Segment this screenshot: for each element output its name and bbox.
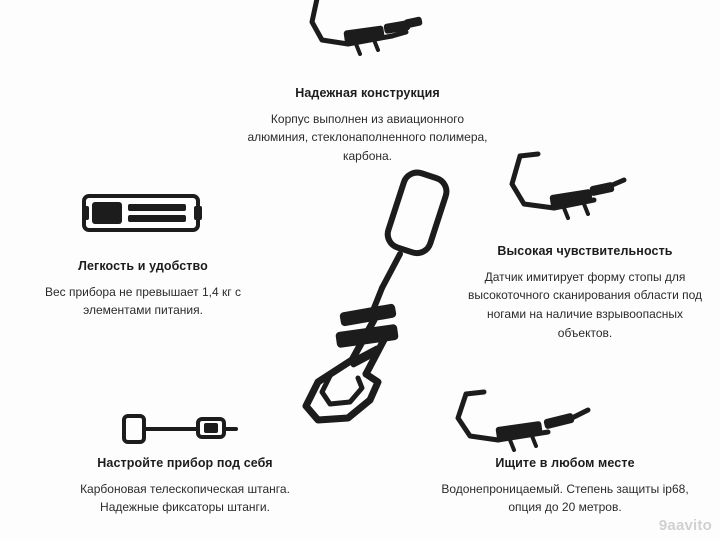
feature-anywhere-description: Водонепроницаемый. Степень защиты ip68, опция до 20 метров.: [441, 481, 689, 515]
feature-adjust: [70, 455, 300, 517]
detector-packed-icon: [82, 188, 202, 240]
feature-lightness-description: Вес прибора не превышает 1,4 кг с элементами питания.: [45, 284, 241, 318]
detector-side-icon: [498, 150, 638, 230]
feature-sensitivity-title: Высокая чувствительность: [497, 244, 673, 258]
detector-waterproof-icon: [452, 388, 612, 458]
feature-sensitivity-description: Датчик имитирует форму стопы для высокоточного сканирования области под ногами на наличие взрывоопасных объектов.: [467, 269, 703, 340]
feature-lightness-title: Легкость и удобство: [78, 259, 208, 273]
detector-folded-top-icon: [300, 0, 440, 64]
feature-construction: [245, 85, 490, 166]
metal-detector-full-view: [278, 168, 454, 430]
avito-watermark: 9aavito: [658, 517, 712, 534]
feature-anywhere-title: Ищите в любом месте: [495, 456, 635, 470]
feature-adjust-title: Настройте прибор под себя: [97, 456, 273, 470]
feature-anywhere: [440, 455, 690, 517]
feature-construction-description: Корпус выполнен из авиационного алюминия, стеклонаполненного полимера, карбона.: [247, 111, 488, 164]
feature-sensitivity: [465, 243, 705, 342]
feature-construction-title: Надежная конструкция: [295, 86, 440, 100]
feature-lightness: [28, 258, 258, 320]
telescopic-rod-icon: [120, 410, 240, 452]
feature-adjust-description: Карбоновая телескопическая штанга. Надежные фиксаторы штанги.: [80, 481, 290, 515]
